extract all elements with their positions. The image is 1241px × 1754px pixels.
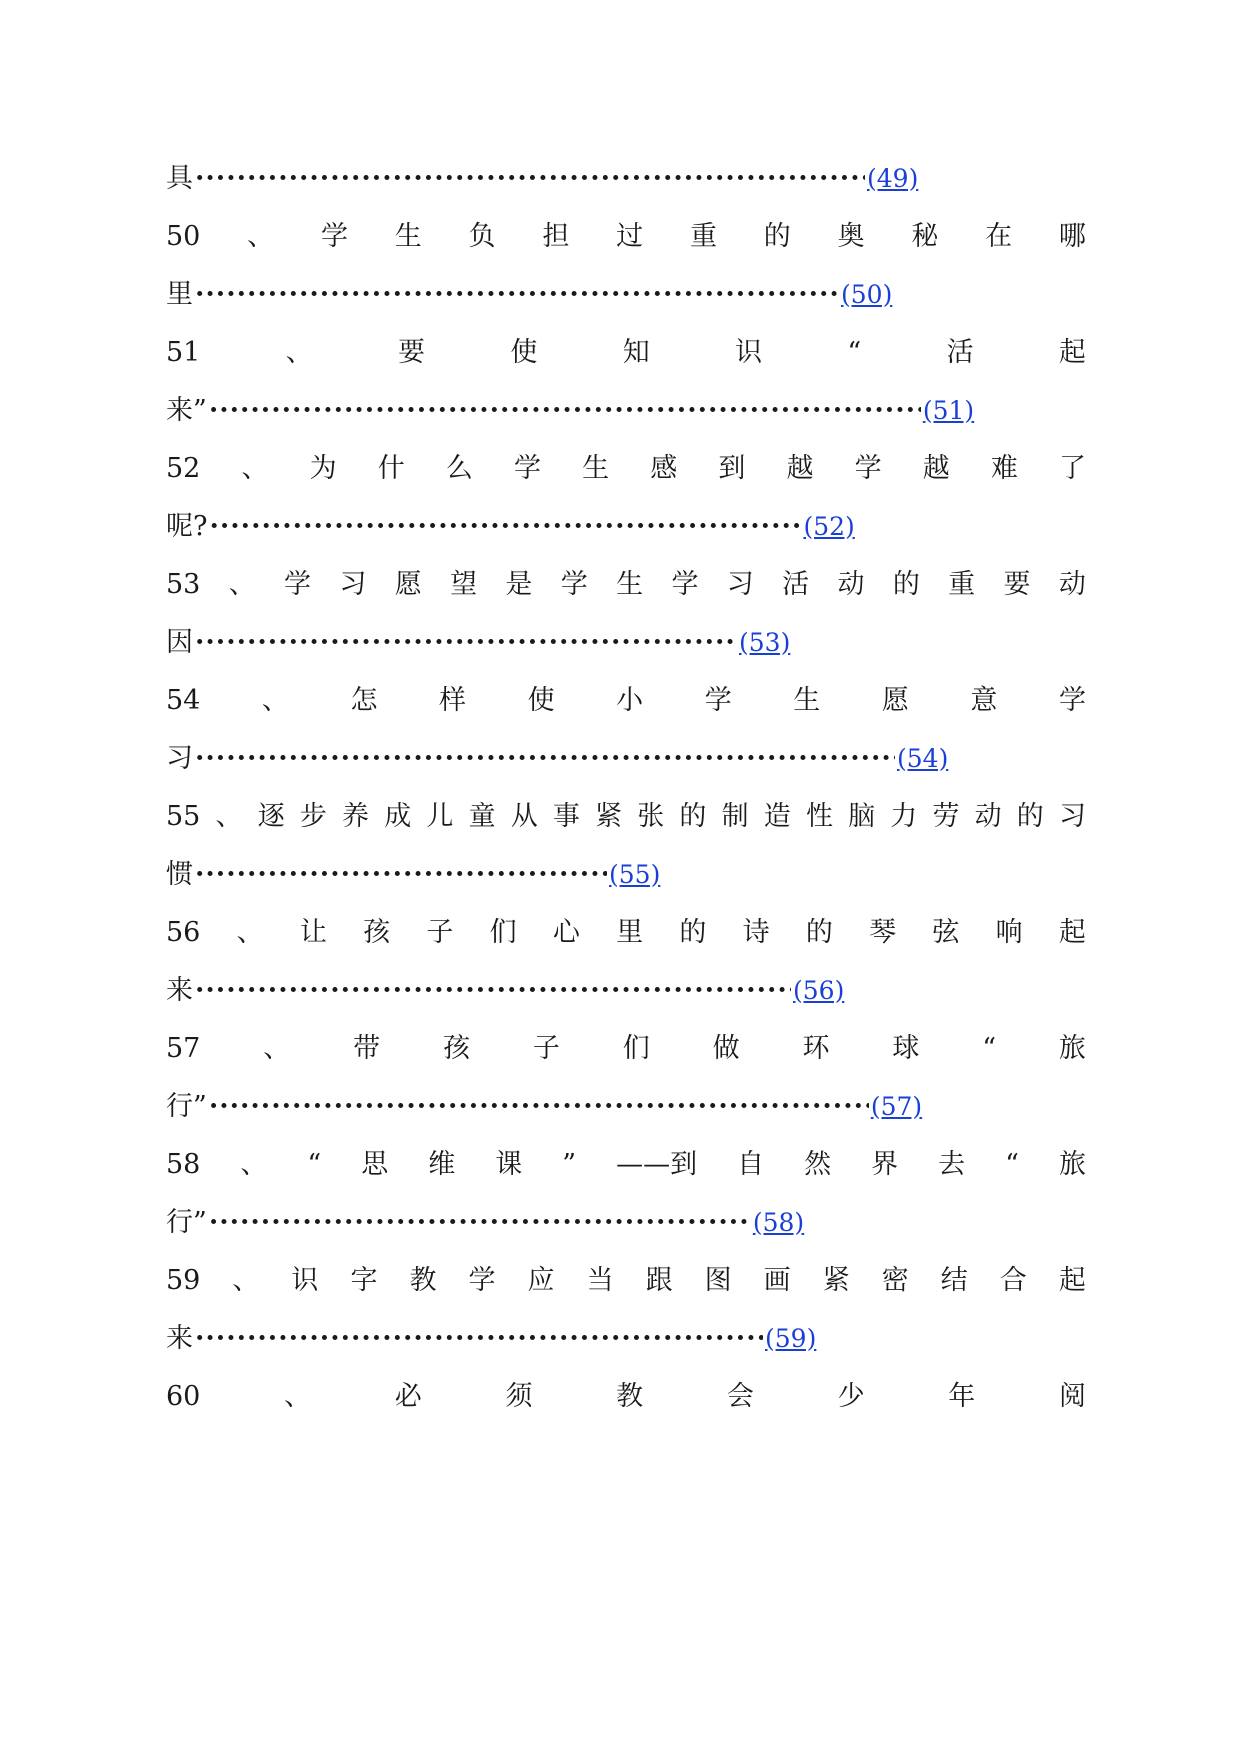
- dot-leader: [209, 1085, 869, 1129]
- toc-heading-char: 么: [445, 453, 473, 484]
- toc-heading-char: 动: [837, 569, 865, 600]
- toc-heading-char: 的: [679, 917, 707, 948]
- toc-heading-char: 习: [1058, 801, 1086, 832]
- toc-heading-char: 学: [513, 453, 541, 484]
- toc-page-ref-59[interactable]: (59): [765, 1324, 817, 1353]
- toc-heading-char: 脑: [848, 801, 876, 832]
- toc-heading-char: 的: [892, 569, 920, 600]
- toc-heading-char: 生: [793, 685, 821, 716]
- toc-heading-char: 会: [726, 1381, 754, 1412]
- toc-heading-char: 成: [384, 801, 412, 832]
- dot-leader: [209, 389, 921, 433]
- toc-heading-char: 了: [1058, 453, 1086, 484]
- toc-heading-char: 琴: [869, 917, 897, 948]
- toc-entry-55-heading: [166, 795, 1086, 839]
- toc-heading-char: 学: [854, 453, 882, 484]
- toc-heading-char: 过: [616, 221, 644, 252]
- toc-entry-51-heading: [166, 331, 1086, 375]
- toc-entry-60-heading: [166, 1375, 1086, 1419]
- toc-heading-char: 在: [985, 221, 1013, 252]
- toc-entry-59-heading: [166, 1259, 1086, 1303]
- toc-heading-char: 奥: [837, 221, 865, 252]
- toc-heading-char: 球: [892, 1033, 920, 1064]
- toc-tail-text: 来: [166, 1323, 193, 1354]
- toc-entry-49-continuation: [166, 157, 1086, 201]
- toc-heading-char: 响: [995, 917, 1023, 948]
- toc-heading-char: 生: [582, 453, 610, 484]
- toc-heading-char: 带: [353, 1033, 381, 1064]
- toc-heading-char: 担: [542, 221, 570, 252]
- toc-heading-char: 诗: [742, 917, 770, 948]
- toc-heading-char: 须: [505, 1381, 533, 1412]
- toc-heading-char: 要: [398, 337, 426, 368]
- toc-heading-char: 紧: [822, 1265, 850, 1296]
- toc-heading-char: 画: [763, 1265, 791, 1296]
- toc-heading-char: 、: [247, 221, 275, 252]
- toc-heading-char: 小: [616, 685, 644, 716]
- toc-heading-char: 动: [974, 801, 1002, 832]
- toc-heading-char: 愿: [394, 569, 422, 600]
- toc-heading-char: 弦: [932, 917, 960, 948]
- toc-heading-char: 教: [616, 1381, 644, 1412]
- toc-heading-char: 子: [426, 917, 454, 948]
- toc-entry-number: 50: [166, 221, 201, 252]
- toc-page-ref-49[interactable]: (49): [867, 164, 919, 193]
- toc-heading-char: 学: [704, 685, 732, 716]
- toc-heading-char: 、: [232, 1265, 260, 1296]
- toc-entry-number: 57: [166, 1033, 201, 1064]
- toc-page-ref-52[interactable]: (52): [803, 512, 855, 541]
- toc-heading-char: 要: [1003, 569, 1031, 600]
- toc-heading-char: 旅: [1058, 1033, 1086, 1064]
- toc-heading-char: 劳: [932, 801, 960, 832]
- toc-tail-text: 行”: [166, 1207, 207, 1238]
- toc-heading-char: 望: [450, 569, 478, 600]
- toc-heading-char: 学: [560, 569, 588, 600]
- toc-entry-number: 58: [166, 1149, 201, 1180]
- toc-entry-56-continuation: [166, 969, 1086, 1013]
- toc-heading-char: 习: [339, 569, 367, 600]
- toc-heading-char: 心: [552, 917, 580, 948]
- toc-entry-52-continuation: [166, 505, 1086, 549]
- toc-heading-char: 什: [377, 453, 405, 484]
- toc-heading-char: 、: [241, 453, 269, 484]
- toc-entry-number: 51: [166, 337, 201, 368]
- toc-heading-char: 童: [468, 801, 496, 832]
- toc-heading-char: 活: [946, 337, 974, 368]
- toc-heading-char: 样: [439, 685, 467, 716]
- toc-heading-char: 动: [1058, 569, 1086, 600]
- toc-heading-char: 旅: [1059, 1149, 1086, 1180]
- toc-heading-char: 、: [236, 917, 264, 948]
- toc-heading-char: 重: [948, 569, 976, 600]
- toc-page-ref-57[interactable]: (57): [870, 1092, 923, 1121]
- toc-heading-char: 的: [1016, 801, 1044, 832]
- toc-heading-char: ”: [562, 1149, 577, 1180]
- toc-tail-text: 来”: [166, 395, 207, 426]
- toc-tail-text: 里: [166, 279, 193, 310]
- toc-entry-58-continuation: [166, 1201, 1086, 1245]
- toc-heading-char: 让: [299, 917, 327, 948]
- toc-heading-char: 事: [552, 801, 580, 832]
- toc-heading-char: 结: [940, 1265, 968, 1296]
- toc-tail-text: 来: [166, 975, 193, 1006]
- toc-heading-char: 必: [394, 1381, 422, 1412]
- toc-entry-55-continuation: [166, 853, 1086, 897]
- toc-heading-char: 然: [804, 1149, 832, 1180]
- toc-entry-53-continuation: [166, 621, 1086, 665]
- toc-heading-char: 越: [786, 453, 814, 484]
- toc-heading-char: 当: [586, 1265, 614, 1296]
- dot-leader: [195, 1317, 763, 1361]
- toc-page-ref-51[interactable]: (51): [922, 396, 975, 425]
- toc-heading-char: 子: [532, 1033, 560, 1064]
- toc-page-ref-54[interactable]: (54): [897, 744, 949, 773]
- toc-entry-number: 59: [166, 1265, 201, 1296]
- toc-heading-char: 自: [737, 1149, 765, 1180]
- toc-heading-char: 去: [938, 1149, 966, 1180]
- dot-leader: [195, 273, 839, 317]
- toc-heading-char: ——到: [616, 1149, 698, 1180]
- toc-heading-char: 们: [489, 917, 517, 948]
- toc-heading-char: 界: [871, 1149, 899, 1180]
- toc-tail-text: 呢?: [166, 511, 208, 542]
- toc-heading-char: 紧: [595, 801, 623, 832]
- toc-entry-50-continuation: [166, 273, 1086, 317]
- toc-heading-char: 习: [726, 569, 754, 600]
- toc-entry-number: 53: [166, 569, 201, 600]
- toc-tail-text: 因: [166, 627, 193, 658]
- dot-leader: [209, 1201, 751, 1245]
- toc-heading-char: 、: [215, 801, 243, 832]
- toc-entry-number: 55: [166, 801, 201, 832]
- toc-heading-char: 年: [948, 1381, 976, 1412]
- toc-entry-51-continuation: [166, 389, 1086, 433]
- toc-heading-char: 秘: [911, 221, 939, 252]
- toc-heading-char: 识: [291, 1265, 319, 1296]
- toc-heading-char: 、: [263, 1033, 291, 1064]
- toc-entry-54-heading: [166, 679, 1086, 723]
- toc-heading-char: 知: [622, 337, 650, 368]
- toc-entry-57-heading: [166, 1027, 1086, 1071]
- toc-heading-char: “: [307, 1149, 322, 1180]
- toc-heading-char: 学: [671, 569, 699, 600]
- toc-heading-char: 、: [284, 1381, 312, 1412]
- toc-heading-char: 教: [409, 1265, 437, 1296]
- toc-heading-char: 起: [1058, 1265, 1086, 1296]
- dot-leader: [195, 853, 607, 897]
- toc-heading-char: 、: [261, 685, 289, 716]
- toc-heading-char: 字: [350, 1265, 378, 1296]
- dot-leader: [195, 157, 865, 201]
- toc-heading-char: 、: [285, 337, 313, 368]
- toc-heading-char: 的: [679, 801, 707, 832]
- toc-heading-char: 跟: [645, 1265, 673, 1296]
- toc-heading-char: 造: [763, 801, 791, 832]
- toc-entry-53-heading: [166, 563, 1086, 607]
- toc-heading-char: 制: [721, 801, 749, 832]
- toc-heading-char: 到: [718, 453, 746, 484]
- toc-entry-57-continuation: [166, 1085, 1086, 1129]
- toc-tail-text: 习: [166, 743, 193, 774]
- toc-heading-char: 起: [1058, 917, 1086, 948]
- dot-leader: [195, 737, 895, 781]
- toc-page-ref-56[interactable]: (56): [793, 976, 845, 1005]
- toc-heading-char: 、: [228, 569, 256, 600]
- toc-entry-52-heading: [166, 447, 1086, 491]
- toc-heading-char: 张: [637, 801, 665, 832]
- toc-heading-char: 活: [782, 569, 810, 600]
- toc-heading-char: 难: [990, 453, 1018, 484]
- toc-heading-char: 密: [881, 1265, 909, 1296]
- toc-entry-number: 52: [166, 453, 201, 484]
- toc-tail-text: 具: [166, 163, 193, 194]
- toc-heading-char: 逐: [257, 801, 285, 832]
- toc-heading-char: 性: [805, 801, 833, 832]
- toc-heading-char: 阅: [1058, 1381, 1086, 1412]
- toc-entry-number: 56: [166, 917, 201, 948]
- toc-page-ref-50[interactable]: (50): [841, 280, 893, 309]
- toc-heading-char: 思: [361, 1149, 389, 1180]
- toc-entry-56-heading: [166, 911, 1086, 955]
- toc-heading-char: 环: [802, 1033, 830, 1064]
- toc-tail-text: 行”: [166, 1091, 207, 1122]
- toc-heading-char: 儿: [426, 801, 454, 832]
- toc-heading-char: “: [982, 1033, 997, 1064]
- toc-heading-char: 的: [805, 917, 833, 948]
- toc-heading-char: 们: [622, 1033, 650, 1064]
- toc-heading-char: 愿: [881, 685, 909, 716]
- toc-heading-char: 合: [999, 1265, 1027, 1296]
- toc-heading-char: “: [1005, 1149, 1019, 1180]
- toc-heading-char: 维: [428, 1149, 456, 1180]
- toc-heading-char: 生: [616, 569, 644, 600]
- toc-heading-char: 里: [616, 917, 644, 948]
- toc-heading-char: 做: [712, 1033, 740, 1064]
- toc-heading-char: 孩: [363, 917, 391, 948]
- toc-heading-char: “: [847, 337, 862, 368]
- toc-heading-char: 识: [735, 337, 763, 368]
- toc-heading-char: 使: [527, 685, 555, 716]
- toc-entry-number: 60: [166, 1381, 201, 1412]
- toc-heading-char: 重: [689, 221, 717, 252]
- toc-heading-char: 力: [890, 801, 918, 832]
- dot-leader: [195, 969, 791, 1013]
- toc-tail-text: 惯: [166, 859, 193, 890]
- toc-heading-char: 学: [1058, 685, 1086, 716]
- toc-heading-char: 应: [527, 1265, 555, 1296]
- toc-heading-char: 生: [394, 221, 422, 252]
- toc-heading-char: 养: [342, 801, 370, 832]
- toc-heading-char: 孩: [442, 1033, 470, 1064]
- toc-heading-char: 步: [299, 801, 327, 832]
- toc-heading-char: 的: [763, 221, 791, 252]
- toc-heading-char: 图: [704, 1265, 732, 1296]
- toc-heading-char: 课: [495, 1149, 523, 1180]
- toc-heading-char: 学: [284, 569, 312, 600]
- toc-entry-50-heading: [166, 215, 1086, 259]
- toc-heading-char: 越: [922, 453, 950, 484]
- toc-heading-char: 少: [837, 1381, 865, 1412]
- toc-heading-char: 为: [309, 453, 337, 484]
- toc-heading-char: 学: [468, 1265, 496, 1296]
- toc-heading-char: 怎: [350, 685, 378, 716]
- toc-entry-59-continuation: [166, 1317, 1086, 1361]
- toc-heading-char: 起: [1058, 337, 1086, 368]
- toc-page-ref-55[interactable]: (55): [609, 860, 661, 889]
- toc-heading-char: 负: [468, 221, 496, 252]
- toc-heading-char: 是: [505, 569, 533, 600]
- dot-leader: [209, 505, 801, 549]
- toc-page-ref-58[interactable]: (58): [752, 1208, 805, 1237]
- toc-entry-54-continuation: [166, 737, 1086, 781]
- toc-heading-char: 意: [970, 685, 998, 716]
- toc-heading-char: 哪: [1058, 221, 1086, 252]
- toc-heading-char: 、: [240, 1149, 268, 1180]
- toc-heading-char: 学: [320, 221, 348, 252]
- toc-heading-char: 从: [510, 801, 538, 832]
- toc-page-ref-53[interactable]: (53): [739, 628, 791, 657]
- dot-leader: [195, 621, 737, 665]
- toc-heading-char: 使: [510, 337, 538, 368]
- toc-entry-number: 54: [166, 685, 201, 716]
- toc-entry-58-heading: [166, 1143, 1086, 1187]
- toc-heading-char: 感: [650, 453, 678, 484]
